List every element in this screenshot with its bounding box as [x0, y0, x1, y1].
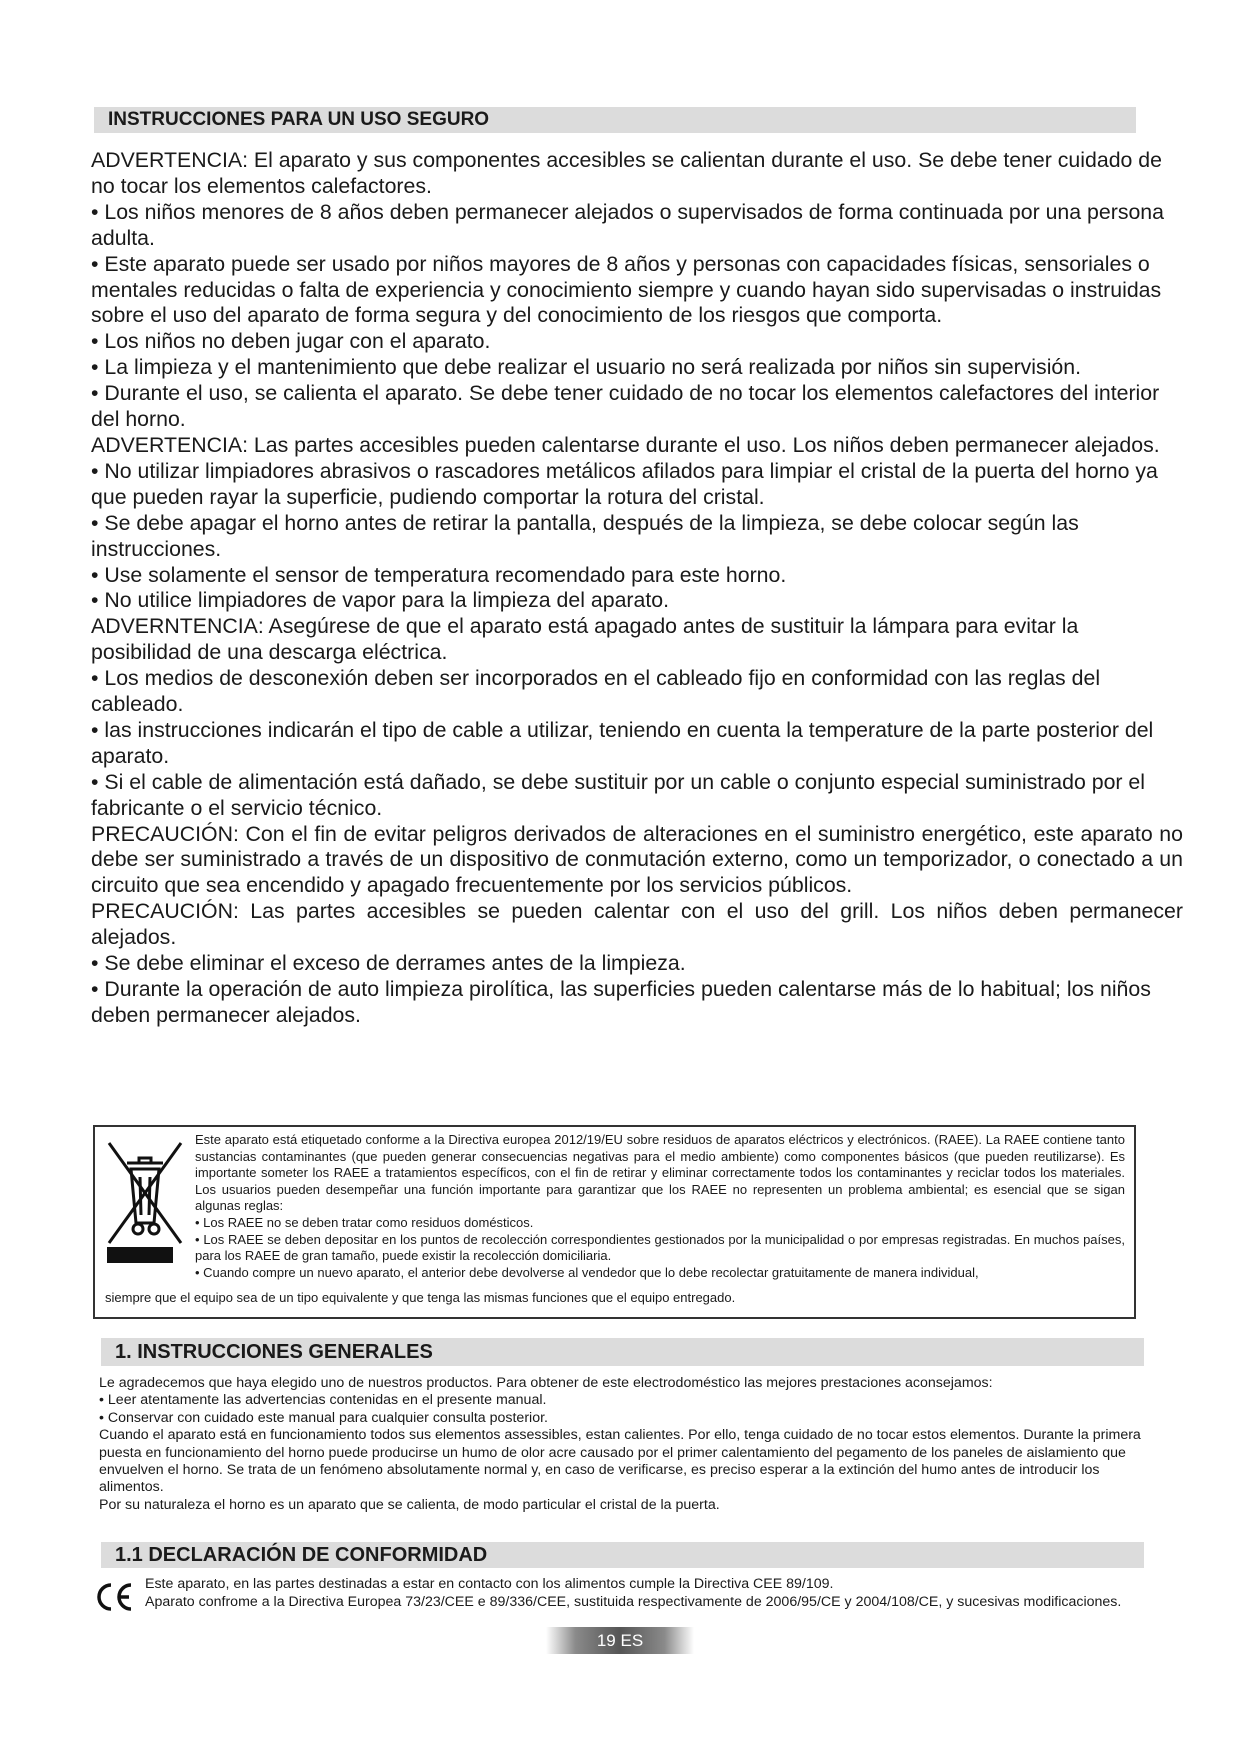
crossed-out-bin-icon [105, 1139, 185, 1257]
safety-paragraph: • las instrucciones indicarán el tipo de cable a utilizar, teniendo en cuenta la temperature de la parte posterior del aparato. [91, 717, 1154, 768]
conformity-paragraph: Este aparato, en las partes destinadas a estar en contacto con los alimentos cumple la Directiva CEE 89/109. [145, 1576, 834, 1592]
weee-paragraph: • Cuando compre un nuevo aparato, el anterior debe devolverse al vendedor que lo debe recolectar gratuitamente de manera individual, [195, 1264, 979, 1280]
safety-paragraph: ADVERTENCIA: Las partes accesibles pueden calentarse durante el uso. Los niños deben permanecer alejados. [91, 432, 1160, 457]
safety-paragraph: • No utilizar limpiadores abrasivos o rascadores metálicos afilados para limpiar el cristal de la puerta del horno ya que pueden rayar la superficie, pudiendo comportar la rotura del cristal. [91, 458, 1158, 509]
weee-paragraph: Este aparato está etiquetado conforme a la Directiva europea 2012/19/EU sobre residuos de aparatos eléctricos y electrónicos. (RAEE). La RAEE contiene tanto sustancias contaminantes (que pueden generar consecuencias negativas para el medio ambiente) como componentes básicos (que pueden reutilizarse). Es importante someter los RAEE a tratamientos específicos, con el fin de retirar y eliminar correctamente todos los contaminantes y reciclar todos los materiales. Los usuarios pueden desempeñar una función importante para garantizar que los RAEE no representen un problema ambiental; es esencial que se sigan algunas reglas: [195, 1132, 1125, 1214]
safety-paragraph: • Durante la operación de auto limpieza pirolítica, las superficies pueden calentarse más de lo habitual; los niños deben permanecer alejados. [91, 977, 1151, 1027]
weee-bar-symbol [107, 1247, 173, 1263]
section-heading-safety: INSTRUCCIONES PARA UN USO SEGURO [94, 107, 1136, 133]
weee-last-line: siempre que el equipo sea de un tipo equivalente y que tenga las mismas funciones que el equipo entregado. [105, 1290, 736, 1305]
conformity-paragraph: Aparato confrome a la Directiva Europea 73/23/CEE e 89/336/CEE, sustituida respectivamente de 2006/95/CE y 2004/108/CE, y sucesivas modificaciones. [145, 1593, 1122, 1610]
safety-paragraph: • Use solamente el sensor de temperatura recomendado para este horno. [91, 562, 787, 587]
safety-paragraph: • Se debe apagar el horno antes de retirar la pantalla, después de la limpieza, se debe colocar según las instrucciones. [91, 510, 1079, 561]
conformity-text [145, 1576, 1145, 1611]
safety-paragraph: PRECAUCIÓN: Con el fin de evitar peligros derivados de alteraciones en el suministro energético, este aparato no debe ser suministrado a través de un dispositivo de conmutación externo, como un temporizador, o conectado a un circuito que sea encendido y apagado frecuentemente por los servicios públicos. [91, 821, 1183, 898]
ce-mark-icon [92, 1580, 134, 1614]
safety-paragraph: • No utilice limpiadores de vapor para la limpieza del aparato. [91, 588, 670, 613]
safety-paragraph: ADVERNTENCIA: Asegúrese de que el aparato está apagado antes de sustituir la lámpara para evitar la posibilidad de una descarga eléctrica. [91, 614, 1079, 665]
safety-paragraph: ADVERTENCIA: El aparato y sus componentes accesibles se calientan durante el uso. Se debe tener cuidado de no tocar los elementos calefactores. [91, 148, 1162, 198]
safety-paragraph: • Se debe eliminar el exceso de derrames antes de la limpieza. [91, 951, 686, 976]
weee-notice-box [93, 1125, 1136, 1319]
general-paragraph: Cuando el aparato está en funcionamiento todos sus elementos assessibles, estan calientes. Por ello, tenga cuidado de no tocar estos elementos. Durante la primera puesta en funcionamiento del horno puede producirse un humo de olor acre causado por el primer calentamiento del pegamento de los paneles de aislamiento que envuelven el horno. Se trata de un fenómeno absolutamente normal y, en caso de verificarse, es preciso esperar a la extinción del humo antes de introducir los alimentos. [99, 1427, 1141, 1496]
general-paragraph: Le agradecemos que haya elegido uno de nuestros productos. Para obtener de este electrodoméstico las mejores prestaciones aconsejamos: [99, 1375, 993, 1391]
safety-paragraph: • Si el cable de alimentación está dañado, se debe sustituir por un cable o conjunto especial suministrado por el fabricante o el servicio técnico. [91, 769, 1146, 820]
page-number: 19 ES [546, 1627, 694, 1654]
safety-paragraph: • Los niños no deben jugar con el aparato. [91, 329, 491, 354]
safety-paragraph: • Este aparato puede ser usado por niños mayores de 8 años y personas con capacidades físicas, sensoriales o mentales reducidas o falta de experiencia y conocimiento siempre y cuando hayan sido supervisadas o instruidas sobre el uso del aparato de forma segura y del conocimiento de los riesgos que comporta. [91, 251, 1162, 328]
safety-paragraph: PRECAUCIÓN: Las partes accesibles se pueden calentar con el uso del grill. Los niños deben permanecer alejados. [91, 899, 1183, 950]
section-heading-general: 1. INSTRUCCIONES GENERALES [101, 1338, 1144, 1366]
general-instructions [99, 1375, 1149, 1514]
safety-paragraph: • Los niños menores de 8 años deben permanecer alejados o supervisados de forma continuada por una persona adulta. [91, 199, 1164, 250]
weee-paragraph: • Los RAEE no se deben tratar como residuos domésticos. [195, 1214, 534, 1230]
general-paragraph: • Leer atentamente las advertencias contenidas en el presente manual. [99, 1392, 547, 1409]
safety-paragraph: • La limpieza y el mantenimiento que debe realizar el usuario no será realizada por niños sin supervisión. [91, 355, 1082, 380]
section-heading-conformity: 1.1 DECLARACIÓN DE CONFORMIDAD [101, 1542, 1144, 1568]
general-paragraph: Por su naturaleza el horno es un aparato que se calienta, de modo particular el cristal de la puerta. [99, 1496, 720, 1513]
safety-instructions [91, 148, 1183, 1029]
safety-paragraph: • Los medios de desconexión deben ser incorporados en el cableado fijo en conformidad con las reglas del cableado. [91, 666, 1101, 717]
weee-text [195, 1132, 1125, 1281]
general-paragraph: • Conservar con cuidado este manual para cualquier consulta posterior. [99, 1409, 548, 1426]
safety-paragraph: • Durante el uso, se calienta el aparato. Se debe tener cuidado de no tocar los elementos calefactores del interior del horno. [91, 381, 1160, 432]
weee-paragraph: • Los RAEE se deben depositar en los puntos de recolección correspondientes gestionados por la municipalidad o por empresas registradas. En muchos países, para los RAEE de gran tamaño, puede existir la recolección domiciliaria. [195, 1231, 1125, 1264]
